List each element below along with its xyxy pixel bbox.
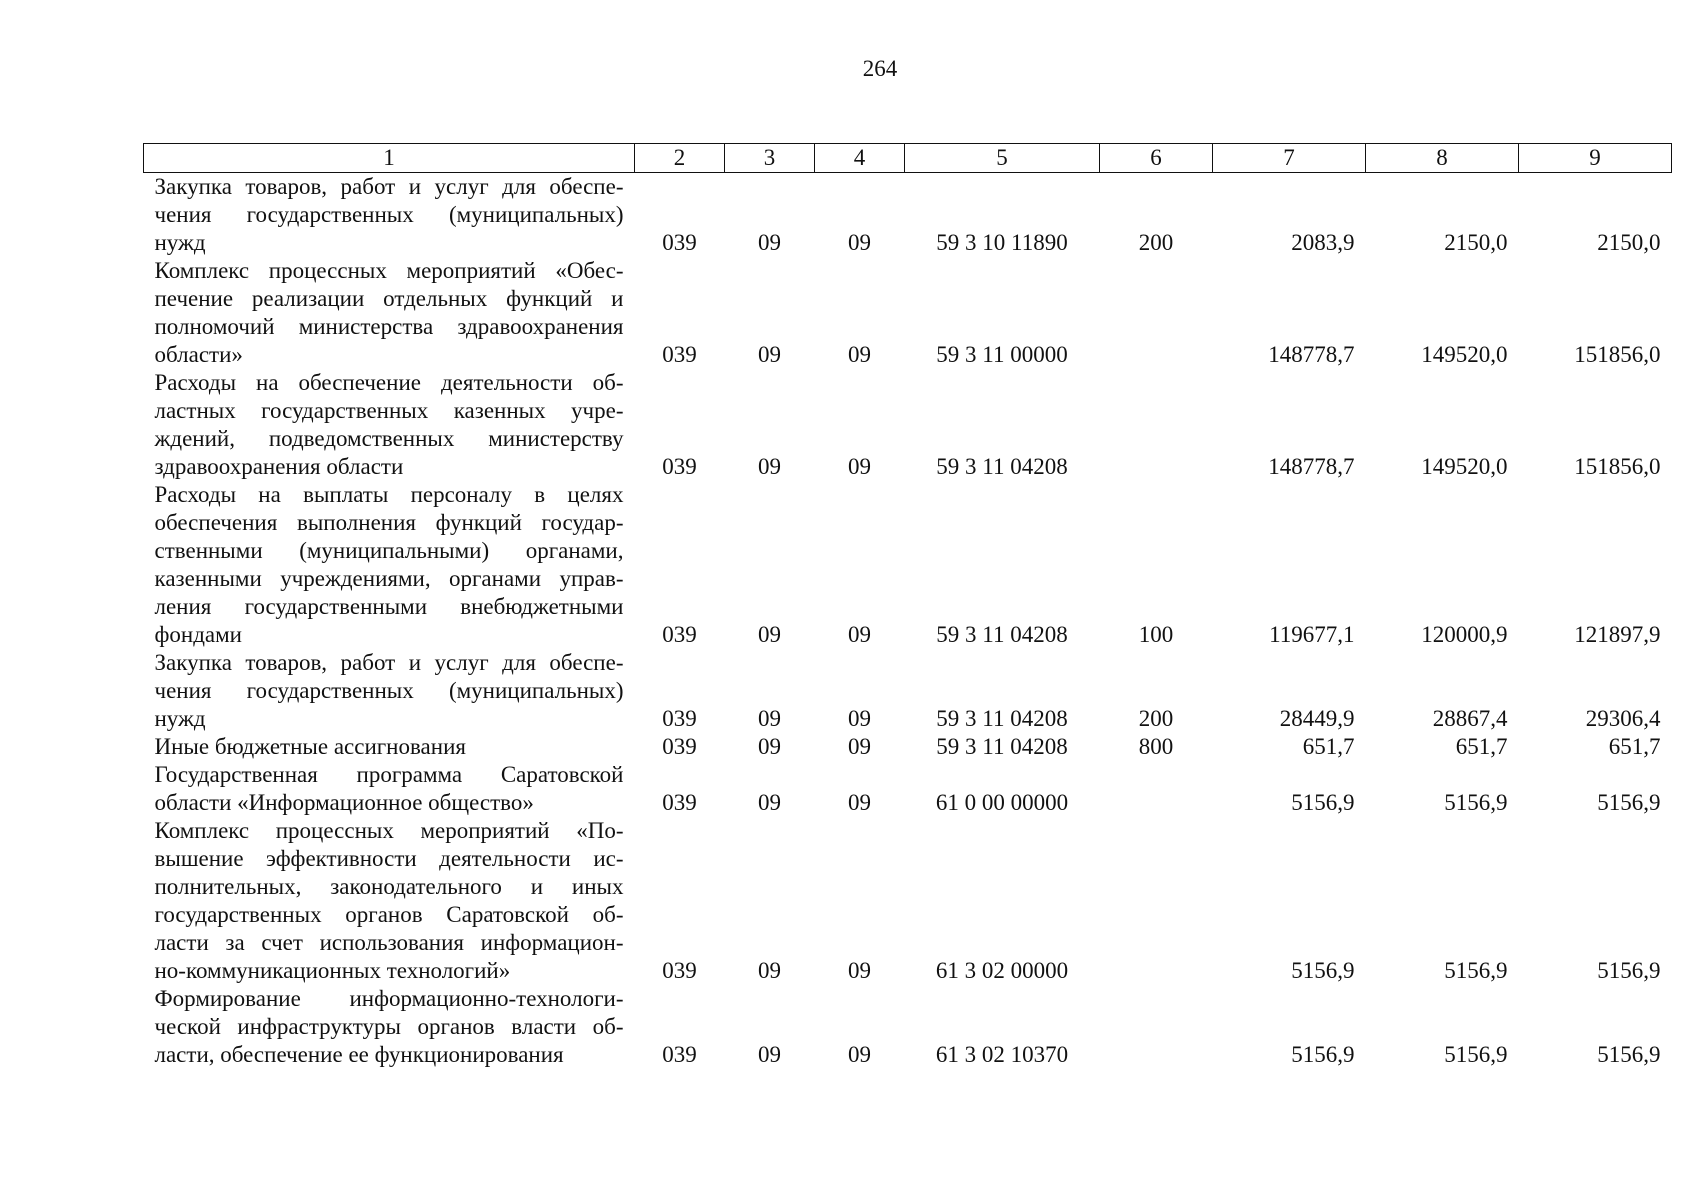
table-row (144, 733, 1672, 761)
header-col-9: 9 (1519, 144, 1672, 173)
subsection-code: 09 (848, 342, 871, 367)
expense-type-code: 200 (1138, 230, 1174, 255)
description-line: фондами (154, 622, 242, 647)
description-line: Иные бюджетные ассигнования (154, 734, 466, 759)
description-line: ждений, подведомственных министерству (154, 426, 624, 451)
amount-col-8: 149520,0 (1421, 342, 1508, 367)
subsection-code: 09 (848, 790, 871, 815)
table-row (144, 649, 1672, 733)
section-code: 09 (758, 790, 781, 815)
header-col-4: 4 (815, 144, 905, 173)
target-article-code: 59 3 11 04208 (936, 454, 1068, 479)
row-description (144, 173, 635, 258)
description-line: Комплекс процессных мероприятий «Обес- (154, 258, 624, 283)
amount-col-9: 29306,4 (1585, 706, 1661, 731)
admin-code: 039 (662, 958, 697, 983)
amount-col-8: 120000,9 (1421, 622, 1508, 647)
section-code: 09 (758, 734, 781, 759)
description-line: ластных государственных казенных учре- (154, 398, 624, 423)
section-code: 09 (758, 342, 781, 367)
description-line: Закупка товаров, работ и услуг для обеспе- (154, 650, 624, 675)
row-description (144, 649, 635, 733)
expense-type-code (1100, 761, 1213, 817)
amount-col-7: 5156,9 (1291, 790, 1355, 815)
admin-code: 039 (662, 230, 697, 255)
admin-code: 039 (662, 706, 697, 731)
description-line: полномочий министерства здравоохранения (154, 314, 624, 339)
description-line: государственных органов Саратовской об- (154, 902, 624, 927)
amount-col-7: 28449,9 (1279, 706, 1355, 731)
amount-col-8: 2150,0 (1444, 230, 1508, 255)
amount-col-9: 2150,0 (1597, 230, 1661, 255)
amount-col-7: 5156,9 (1291, 1042, 1355, 1067)
subsection-code: 09 (848, 734, 871, 759)
target-article-code: 59 3 11 04208 (936, 734, 1068, 759)
subsection-code: 09 (848, 454, 871, 479)
amount-col-8: 28867,4 (1432, 706, 1508, 731)
amount-col-9: 5156,9 (1597, 790, 1661, 815)
description-line: Государственная программа Саратовской (154, 762, 624, 787)
description-line: Комплекс процессных мероприятий «По- (154, 818, 624, 843)
amount-col-9: 121897,9 (1574, 622, 1661, 647)
description-line: области «Информационное общество» (154, 790, 534, 815)
admin-code: 039 (662, 622, 697, 647)
amount-col-8: 651,7 (1455, 734, 1508, 759)
description-line: печение реализации отдельных функций и (154, 286, 624, 311)
header-col-7: 7 (1213, 144, 1366, 173)
table-row (144, 257, 1672, 369)
header-col-8: 8 (1366, 144, 1519, 173)
amount-col-7: 651,7 (1302, 734, 1355, 759)
target-article-code: 59 3 11 04208 (936, 706, 1068, 731)
amount-col-8: 5156,9 (1444, 958, 1508, 983)
row-description (144, 761, 635, 817)
table-row (144, 369, 1672, 481)
subsection-code: 09 (848, 958, 871, 983)
amount-col-8: 149520,0 (1421, 454, 1508, 479)
description-line: обеспечения выполнения функций государ- (154, 510, 624, 535)
admin-code: 039 (662, 1042, 697, 1067)
section-code: 09 (758, 1042, 781, 1067)
amount-col-9: 5156,9 (1597, 958, 1661, 983)
description-line: Формирование информационно-технологи- (154, 986, 624, 1011)
description-line: вышение эффективности деятельности ис- (154, 846, 624, 871)
table-row (144, 481, 1672, 649)
target-article-code: 61 0 00 00000 (935, 790, 1069, 815)
subsection-code: 09 (848, 706, 871, 731)
amount-col-9: 651,7 (1608, 734, 1661, 759)
description-line: полнительных, законодательного и иных (154, 874, 624, 899)
description-line: ласти, обеспечение ее функционирования (154, 1042, 564, 1067)
budget-table (143, 143, 1672, 1069)
expense-type-code: 200 (1138, 706, 1174, 731)
admin-code: 039 (662, 454, 697, 479)
subsection-code: 09 (848, 622, 871, 647)
amount-col-9: 5156,9 (1597, 1042, 1661, 1067)
section-code: 09 (758, 454, 781, 479)
admin-code: 039 (662, 342, 697, 367)
table-body (144, 173, 1672, 1070)
description-line: чения государственных (муниципальных) (154, 202, 624, 227)
description-line: Закупка товаров, работ и услуг для обеспе- (154, 174, 624, 199)
expense-type-code: 100 (1138, 622, 1174, 647)
header-col-5: 5 (905, 144, 1100, 173)
description-line: но-коммуникационных технологий» (154, 958, 511, 983)
amount-col-9: 151856,0 (1574, 342, 1661, 367)
header-col-6: 6 (1100, 144, 1213, 173)
section-code: 09 (758, 230, 781, 255)
row-description (144, 817, 635, 985)
section-code: 09 (758, 958, 781, 983)
header-col-1: 1 (144, 144, 635, 173)
description-line: здравоохранения области (154, 454, 404, 479)
amount-col-7: 5156,9 (1291, 958, 1355, 983)
description-line: нужд (154, 230, 206, 255)
amount-col-7: 148778,7 (1268, 454, 1355, 479)
expense-type-code (1100, 817, 1213, 985)
expense-type-code (1100, 257, 1213, 369)
amount-col-8: 5156,9 (1444, 1042, 1508, 1067)
table-row (144, 761, 1672, 817)
amount-col-9: 151856,0 (1574, 454, 1661, 479)
amount-col-7: 148778,7 (1268, 342, 1355, 367)
section-code: 09 (758, 622, 781, 647)
subsection-code: 09 (848, 230, 871, 255)
table-header-row (144, 144, 1672, 173)
table-row (144, 985, 1672, 1069)
amount-col-7: 2083,9 (1291, 230, 1355, 255)
description-line: чения государственных (муниципальных) (154, 678, 624, 703)
target-article-code: 59 3 11 00000 (936, 342, 1068, 367)
table-row (144, 173, 1672, 258)
amount-col-7: 119677,1 (1269, 622, 1355, 647)
header-col-3: 3 (725, 144, 815, 173)
description-line: ческой инфраструктуры органов власти об- (154, 1014, 624, 1039)
admin-code: 039 (662, 734, 697, 759)
description-line: ласти за счет использования информацион- (154, 930, 624, 955)
expense-type-code (1100, 985, 1213, 1069)
description-line: ления государственными внебюджетными (154, 594, 624, 619)
description-line: ственными (муниципальными) органами, (154, 538, 624, 563)
description-line: нужд (154, 706, 206, 731)
expense-type-code: 800 (1138, 734, 1174, 759)
row-description (144, 733, 635, 761)
row-description (144, 257, 635, 369)
description-line: Расходы на обеспечение деятельности об- (154, 370, 624, 395)
row-description (144, 985, 635, 1069)
subsection-code: 09 (848, 1042, 871, 1067)
section-code: 09 (758, 706, 781, 731)
header-col-2: 2 (635, 144, 725, 173)
target-article-code: 59 3 10 11890 (936, 230, 1068, 255)
row-description (144, 481, 635, 649)
row-description (144, 369, 635, 481)
description-line: казенными учреждениями, органами управ- (154, 566, 624, 591)
amount-col-8: 5156,9 (1444, 790, 1508, 815)
target-article-code: 59 3 11 04208 (936, 622, 1068, 647)
admin-code: 039 (662, 790, 697, 815)
target-article-code: 61 3 02 10370 (935, 1042, 1069, 1067)
table-row (144, 817, 1672, 985)
page-number: 264 (862, 56, 898, 81)
description-line: области» (154, 342, 243, 367)
expense-type-code (1100, 369, 1213, 481)
target-article-code: 61 3 02 00000 (935, 958, 1069, 983)
description-line: Расходы на выплаты персоналу в целях (154, 482, 624, 507)
